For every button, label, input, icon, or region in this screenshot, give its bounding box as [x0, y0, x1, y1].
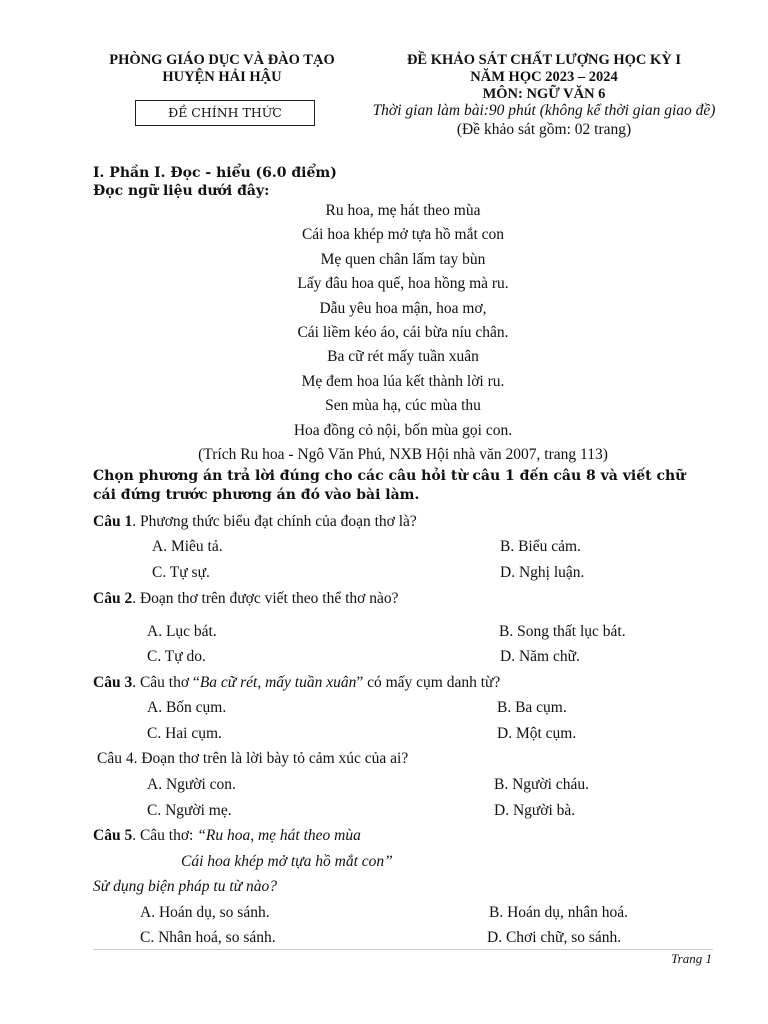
poem-line: Ru hoa, mẹ hát theo mùa [325, 202, 481, 219]
exam-time-info [356, 101, 732, 139]
q4-option-a: A. Người con. [147, 776, 236, 793]
question-1 [93, 512, 417, 532]
q2-option-d: D. Năm chữ. [500, 648, 580, 665]
poem-block [120, 201, 686, 469]
question-3 [93, 673, 500, 693]
instruction: Chọn phương án trả lời đúng cho các câu hỏi từ câu 1 đến câu 8 và viết chữ cái đứng trước phương án đó vào bài làm. [93, 468, 686, 503]
question-label: Câu 3 [93, 674, 133, 691]
q4-option-c: C. Người mẹ. [147, 802, 232, 819]
q2-option-a: A. Lục bát. [147, 623, 217, 640]
time-allowed: Thời gian làm bài:90 phút (không kể thời gian giao đề) [372, 102, 716, 119]
poem-source: (Trích Ru hoa - Ngô Văn Phú, NXB Hội nhà văn 2007, trang 113) [198, 445, 608, 463]
q4-option-b: B. Người cháu. [494, 776, 589, 793]
q5-option-c: C. Nhân hoá, so sánh. [140, 929, 276, 946]
poem-line: Cái liềm kéo áo, cái bừa níu chân. [297, 323, 509, 341]
question-text: . Phương thức biểu đạt chính của đoạn thơ là? [132, 513, 417, 530]
official-stamp-box: ĐỀ CHÍNH THỨC [135, 100, 315, 126]
subject: MÔN: NGỮ VĂN 6 [482, 86, 606, 102]
q1-option-a: A. Miêu tả. [152, 538, 223, 555]
question-text-pre: . Câu thơ: [132, 827, 198, 844]
q1-option-b: B. Biểu cảm. [500, 538, 581, 555]
department-name: PHÒNG GIÁO DỤC VÀ ĐÀO TẠO [109, 52, 335, 68]
question-quote: Ba cữ rét, mấy tuần xuân [199, 674, 357, 691]
school-header [88, 52, 356, 86]
poem-line: Sen mùa hạ, cúc mùa thu [325, 397, 481, 415]
q3-option-a: A. Bốn cụm. [147, 699, 227, 716]
question-label: Câu 1 [93, 513, 133, 530]
footer-divider [93, 949, 713, 950]
q5-option-a: A. Hoán dụ, so sánh. [140, 904, 270, 921]
q5-option-d: D. Chơi chữ, so sánh. [487, 929, 622, 946]
question-text-post: ” có mấy cụm danh từ? [356, 674, 501, 691]
exam-header [356, 52, 732, 103]
q1-option-d: D. Nghị luận. [500, 564, 585, 581]
question-label: Câu 5 [93, 827, 133, 844]
poem-line: Cái hoa khép mở tựa hồ mắt con [301, 226, 505, 244]
poem-line: Hoa đồng cỏ nội, bốn mùa gọi con. [293, 421, 513, 439]
school-year: NĂM HỌC 2023 – 2024 [470, 69, 618, 85]
exam-title: ĐỀ KHẢO SÁT CHẤT LƯỢNG HỌC KỲ I [406, 52, 682, 68]
question-text-pre: . Câu thơ “ [132, 674, 200, 691]
poem-line: Mẹ quen chân lấm tay bùn [320, 250, 486, 268]
poem-line: Dẫu yêu hoa mận, hoa mơ, [319, 299, 487, 317]
page-count: (Đề khảo sát gồm: 02 trang) [456, 121, 632, 138]
page-number: Trang 1 [671, 951, 712, 966]
section-heading [93, 164, 337, 200]
q2-option-c: C. Tự do. [147, 648, 206, 665]
district-name: HUYỆN HẢI HẬU [162, 69, 282, 85]
q3-option-d: D. Một cụm. [497, 725, 577, 742]
section-title: I. Phần I. Đọc - hiểu (6.0 điểm) [93, 165, 337, 181]
poem-line: Ba cữ rét mấy tuần xuân [327, 348, 479, 366]
question-label: Câu 2 [93, 590, 133, 607]
q1-option-c: C. Tự sự. [152, 564, 210, 581]
question-4: Câu 4. Đoạn thơ trên là lời bày tỏ cảm xúc của ai? [97, 750, 409, 767]
poem-line: Lấy đâu hoa quế, hoa hồng mà ru. [297, 275, 509, 293]
question-5 [93, 826, 361, 846]
poem-line: Mẹ đem hoa lúa kết thành lời ru. [301, 372, 505, 390]
q3-option-b: B. Ba cụm. [497, 699, 567, 716]
q3-option-c: C. Hai cụm. [147, 725, 222, 742]
question-2 [93, 589, 398, 609]
question-ask: Sử dụng biện pháp tu từ nào? [93, 878, 277, 895]
reading-prompt: Đọc ngữ liệu dưới đây: [93, 183, 270, 199]
question-text: . Đoạn thơ trên được viết theo thể thơ nào? [132, 590, 399, 607]
q4-option-d: D. Người bà. [494, 802, 576, 819]
q5-option-b: B. Hoán dụ, nhân hoá. [489, 904, 629, 921]
question-quote-line2: Cái hoa khép mở tựa hồ mắt con” [181, 853, 393, 870]
question-quote-line1: “Ru hoa, mẹ hát theo mùa [197, 827, 361, 844]
q2-option-b: B. Song thất lục bát. [499, 623, 626, 640]
